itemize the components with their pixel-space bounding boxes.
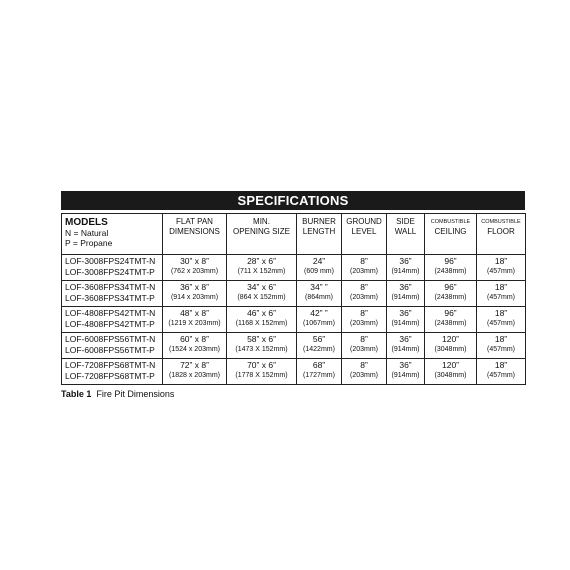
combustible-floor-header: [477, 214, 526, 255]
imperial-value: 96”: [444, 256, 457, 266]
min-opening-cell: [227, 307, 297, 333]
side-wall-cell: [387, 255, 425, 281]
floor-cell: [477, 359, 526, 385]
imperial-value: 30” x 8”: [180, 256, 209, 266]
imperial-value: 36”: [399, 256, 412, 266]
imperial-value: 72” x 8”: [180, 360, 209, 370]
table-caption: [61, 389, 525, 399]
imperial-value: 46” x 6”: [247, 308, 276, 318]
imperial-value: 96”: [444, 282, 457, 292]
imperial-value: 18”: [494, 308, 508, 318]
model-propane: LOF-3008FPS24TMT-P: [65, 267, 155, 277]
header-line: COMBUSTIBLE: [481, 219, 521, 225]
imperial-value: 8”: [360, 282, 368, 292]
imperial-value: 18”: [494, 282, 508, 292]
metric-value: (203mm): [349, 346, 378, 353]
ground-level-header: [342, 214, 387, 255]
burner-length-cell: [297, 307, 342, 333]
imperial-value: 60” x 8”: [180, 334, 209, 344]
metric-value: (864mm): [304, 294, 333, 301]
model-propane: LOF-3608FPS34TMT-P: [65, 293, 155, 303]
metric-value: (1473 X 152mm): [235, 346, 288, 353]
imperial-value: 36” x 8”: [180, 282, 209, 292]
imperial-value: 18”: [494, 256, 508, 266]
imperial-value: 8”: [360, 334, 368, 344]
metric-value: (457mm): [486, 372, 515, 379]
metric-value: (457mm): [486, 320, 515, 327]
model-cell: [62, 333, 163, 359]
header-line: FLAT PAN: [176, 217, 213, 226]
metric-value: (914mm): [391, 320, 420, 327]
combustible-ceiling-header: [425, 214, 477, 255]
metric-value: (457mm): [486, 346, 515, 353]
header-line: LENGTH: [302, 227, 336, 236]
min-opening-cell: [227, 255, 297, 281]
header-line: FLOOR: [487, 227, 515, 236]
caption-text: Fire Pit Dimensions: [96, 389, 175, 399]
imperial-value: 36”: [399, 334, 412, 344]
imperial-value: 8”: [360, 360, 368, 370]
table-row: [62, 307, 526, 333]
side-wall-cell: [387, 359, 425, 385]
ground-level-cell: [342, 307, 387, 333]
metric-value: (914mm): [391, 372, 420, 379]
flat-pan-cell: [163, 281, 227, 307]
floor-cell: [477, 281, 526, 307]
metric-value: (1422mm): [303, 346, 335, 353]
metric-value: (457mm): [486, 268, 515, 275]
imperial-value: 120”: [441, 334, 459, 344]
model-natural: LOF-3008FPS24TMT-N: [65, 256, 156, 266]
flat-pan-cell: [163, 359, 227, 385]
metric-value: (914mm): [391, 268, 420, 275]
ground-level-cell: [342, 333, 387, 359]
model-propane: LOF-6008FPS56TMT-P: [65, 345, 155, 355]
imperial-value: 68”: [312, 360, 326, 370]
ground-level-cell: [342, 255, 387, 281]
ceiling-cell: [425, 359, 477, 385]
metric-value: (1828 x 203mm): [169, 372, 220, 379]
imperial-value: 48” x 8”: [180, 308, 209, 318]
imperial-value: 8”: [360, 256, 368, 266]
flat-pan-cell: [163, 307, 227, 333]
header-line: COMBUSTIBLE: [430, 219, 471, 225]
imperial-value: 36”: [399, 282, 412, 292]
imperial-value: 34” x 6”: [247, 282, 276, 292]
model-natural: LOF-7208FPS68TMT-N: [65, 360, 156, 370]
header-line: SIDE: [396, 217, 415, 226]
flat-pan-cell: [163, 333, 227, 359]
metric-value: (2438mm): [434, 294, 467, 301]
caption-label: Table 1: [61, 389, 92, 399]
header-line: GROUND: [346, 217, 382, 226]
header-line: LEVEL: [351, 227, 377, 236]
table-row: [62, 359, 526, 385]
models-propane-note: P = Propane: [65, 238, 113, 248]
min-opening-header: [227, 214, 297, 255]
metric-value: (1219 X 203mm): [168, 320, 221, 327]
metric-value: (3048mm): [434, 372, 467, 379]
models-header: [62, 214, 163, 255]
spec-section: [61, 191, 525, 399]
burner-length-cell: [297, 281, 342, 307]
imperial-value: 24”: [312, 256, 326, 266]
metric-value: (457mm): [486, 294, 515, 301]
imperial-value: 96”: [444, 308, 457, 318]
ground-level-cell: [342, 281, 387, 307]
metric-value: (2438mm): [434, 320, 467, 327]
metric-value: (1727mm): [303, 372, 335, 379]
metric-value: (1524 x 203mm): [169, 346, 220, 353]
ceiling-cell: [425, 281, 477, 307]
imperial-value: 58” x 6”: [247, 334, 276, 344]
flat-pan-header: [163, 214, 227, 255]
models-title: MODELS: [65, 217, 108, 228]
metric-value: (3048mm): [434, 346, 467, 353]
min-opening-cell: [227, 333, 297, 359]
header-line: CEILING: [434, 227, 467, 236]
imperial-value: 34” ”: [310, 282, 328, 292]
model-propane: LOF-4808FPS42TMT-P: [65, 319, 155, 329]
floor-cell: [477, 255, 526, 281]
burner-length-cell: [297, 333, 342, 359]
metric-value: (914mm): [391, 346, 420, 353]
metric-value: (1778 X 152mm): [235, 372, 288, 379]
metric-value: (203mm): [349, 268, 378, 275]
ground-level-cell: [342, 359, 387, 385]
header-line: OPENING SIZE: [233, 227, 290, 236]
imperial-value: 36”: [399, 308, 412, 318]
spec-table: [61, 213, 526, 385]
floor-cell: [477, 333, 526, 359]
metric-value: (1067mm): [303, 320, 335, 327]
floor-cell: [477, 307, 526, 333]
metric-value: (203mm): [349, 294, 378, 301]
burner-length-header: [297, 214, 342, 255]
imperial-value: 8”: [360, 308, 368, 318]
side-wall-cell: [387, 281, 425, 307]
metric-value: (1168 X 152mm): [235, 320, 288, 327]
model-cell: [62, 359, 163, 385]
model-natural: LOF-6008FPS56TMT-N: [65, 334, 156, 344]
min-opening-cell: [227, 359, 297, 385]
imperial-value: 70” x 6”: [247, 360, 276, 370]
flat-pan-cell: [163, 255, 227, 281]
header-line: BURNER: [302, 217, 336, 226]
imperial-value: 28” x 6”: [247, 256, 276, 266]
metric-value: (914 x 203mm): [170, 294, 219, 301]
burner-length-cell: [297, 255, 342, 281]
models-natural-note: N = Natural: [65, 228, 109, 238]
metric-value: (203mm): [349, 320, 378, 327]
model-cell: [62, 307, 163, 333]
imperial-value: 56”: [312, 334, 326, 344]
imperial-value: 18”: [494, 334, 508, 344]
model-cell: [62, 281, 163, 307]
model-cell: [62, 255, 163, 281]
table-row: [62, 333, 526, 359]
model-natural: LOF-4808FPS42TMT-N: [65, 308, 156, 318]
model-natural: LOF-3608FPS34TMT-N: [65, 282, 156, 292]
side-wall-header: [387, 214, 425, 255]
ceiling-cell: [425, 307, 477, 333]
metric-value: (864 X 152mm): [237, 294, 286, 301]
header-line: DIMENSIONS: [169, 227, 220, 236]
header-line: WALL: [394, 227, 417, 236]
min-opening-cell: [227, 281, 297, 307]
metric-value: (609 mm): [304, 268, 334, 275]
model-propane: LOF-7208FPS68TMT-P: [65, 371, 155, 381]
header-row: [62, 214, 526, 255]
imperial-value: 36”: [399, 360, 412, 370]
specifications-banner: SPECIFICATIONS: [61, 191, 525, 210]
metric-value: (203mm): [349, 372, 378, 379]
burner-length-cell: [297, 359, 342, 385]
ceiling-cell: [425, 255, 477, 281]
imperial-value: 18”: [494, 360, 508, 370]
side-wall-cell: [387, 333, 425, 359]
metric-value: (711 X 152mm): [237, 268, 286, 275]
side-wall-cell: [387, 307, 425, 333]
table-row: [62, 255, 526, 281]
imperial-value: 120”: [441, 360, 459, 370]
header-line: MIN.: [253, 217, 270, 226]
metric-value: (762 x 203mm): [170, 268, 219, 275]
ceiling-cell: [425, 333, 477, 359]
imperial-value: 42” ”: [310, 308, 328, 318]
metric-value: (914mm): [391, 294, 420, 301]
table-row: [62, 281, 526, 307]
metric-value: (2438mm): [434, 268, 467, 275]
